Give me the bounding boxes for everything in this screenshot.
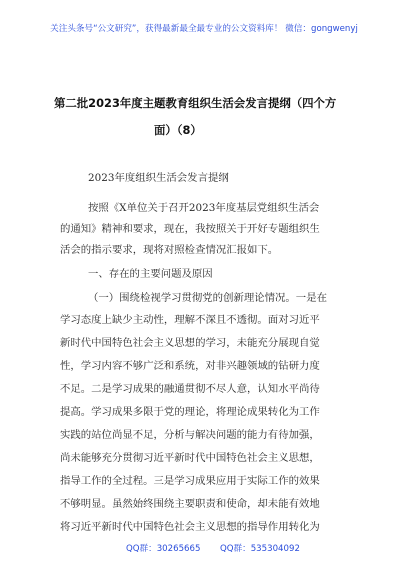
body-line: 活会的指示要求，现将对照检查情况汇报如下。 — [60, 244, 279, 256]
body-line: （一）围绕检视学习贯彻党的创新理论情况。一是在 — [88, 292, 327, 304]
body-line: 新时代中国特色社会主义思想的学习，未能充分展现自觉 — [60, 337, 320, 349]
body-line: 2023年度组织生活会发言提纲 — [88, 172, 229, 184]
document-title-line-1: 第二批2023年度主题教育组织生活会发言提纲（四个方 — [54, 96, 337, 110]
body-line: 一、存在的主要问题及原因 — [88, 268, 213, 280]
body-line: 按照《X单位关于召开2023年度基层党组织生活会 — [88, 202, 320, 214]
document-title-line-2: 面）（8） — [154, 123, 202, 137]
body-line: 的通知》精神和要求，现在，我按照关于开好专题组织生 — [60, 223, 320, 235]
header-promo-note: 关注头条号“公文研究”，获得最新最全最专业的公文资料库！ 微信：gongwenyj — [50, 24, 358, 34]
body-line: 不够明显。虽然始终围绕主要职责和使命，却未能有效地 — [60, 498, 320, 510]
body-line: 提高。学习成果多限于党的理论，将理论成果转化为工作 — [60, 406, 320, 418]
body-line: 实践的站位尚显不足，分析与解决问题的能力有待加强， — [60, 429, 320, 441]
body-line: 尚未能够充分贯彻习近平新时代中国特色社会主义思想， — [60, 452, 320, 464]
body-line: 不足。二是学习成果的融通贯彻不尽人意，认知水平尚待 — [60, 383, 320, 395]
footer-qq-group-2: QQ群：535304092 — [220, 544, 300, 554]
body-line: 学习态度上缺少主动性，理解不深且不透彻。面对习近平 — [60, 314, 320, 326]
body-line: 指导工作的全过程。三是学习成果应用于实际工作的效果 — [60, 475, 320, 487]
footer-qq-group-1: QQ群：30265665 — [126, 544, 201, 554]
body-line: 性，学习内容不够广泛和系统，对非兴趣领域的钻研力度 — [60, 360, 320, 372]
body-line: 将习近平新时代中国特色社会主义思想的指导作用转化为 — [60, 521, 320, 533]
